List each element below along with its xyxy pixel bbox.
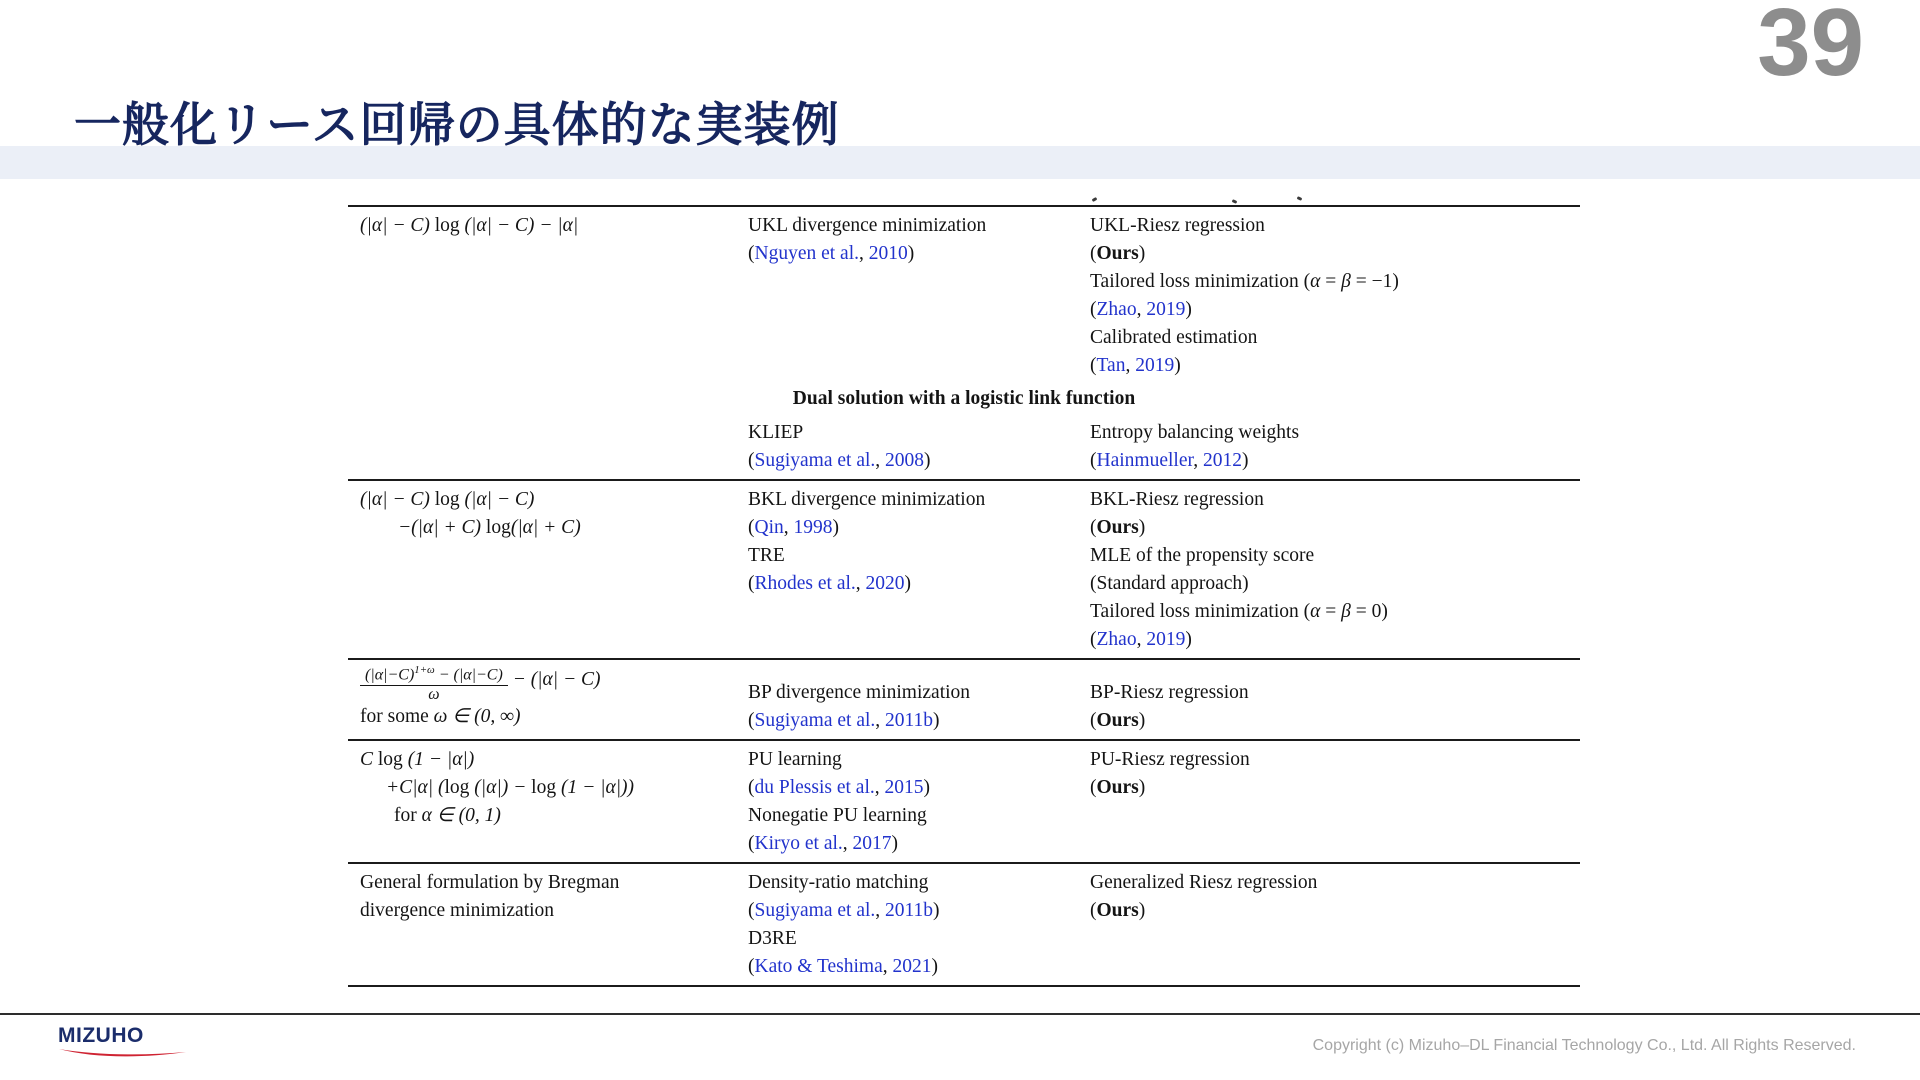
table-line xyxy=(748,774,1090,802)
table-line xyxy=(1090,598,1580,626)
table-line xyxy=(1090,774,1580,802)
citation-link[interactable]: Kiryo et al. xyxy=(754,833,843,854)
text-segment: ) xyxy=(933,710,940,731)
method-cell xyxy=(748,665,1090,735)
table-line xyxy=(748,707,1090,735)
table-line xyxy=(748,897,1090,925)
citation-link[interactable]: Sugiyama et al. xyxy=(754,450,876,471)
table-line xyxy=(1090,897,1580,925)
text-segment: Tailored loss minimization ( xyxy=(1090,601,1311,622)
table-row xyxy=(348,207,1580,384)
text-segment: BKL divergence minimization xyxy=(748,489,986,510)
citation-link[interactable]: du Plessis et al. xyxy=(754,777,875,798)
riesz-method-cell xyxy=(1090,486,1580,654)
citation-link[interactable]: Rhodes et al. xyxy=(754,573,856,594)
text-segment: MLE of the propensity score xyxy=(1090,545,1315,566)
text-segment: ( xyxy=(1090,629,1097,650)
text-segment: ( xyxy=(1090,243,1097,264)
table-line xyxy=(386,774,748,802)
text-segment: ( xyxy=(1090,450,1097,471)
text-segment: UKL-Riesz regression xyxy=(1090,215,1265,236)
text-segment: ( xyxy=(748,450,755,471)
text-segment: ( xyxy=(748,517,755,538)
text-segment: PU-Riesz regression xyxy=(1090,749,1250,770)
mizuho-logo-swoosh-icon xyxy=(58,1046,188,1059)
table-line xyxy=(1090,679,1580,707)
citation-link[interactable]: Nguyen et al. xyxy=(754,243,860,264)
text-segment: BP-Riesz regression xyxy=(1090,682,1249,703)
riesz-method-cell xyxy=(1090,746,1580,858)
formula-cell xyxy=(348,419,748,475)
table-line xyxy=(360,897,748,925)
table-line xyxy=(394,802,748,830)
cropped-text-artifact xyxy=(1092,197,1098,202)
text-segment: , xyxy=(874,777,885,798)
text-segment: log xyxy=(434,489,460,510)
fraction-exponent: 1+ω xyxy=(414,664,435,676)
text-segment: , xyxy=(855,573,866,594)
method-cell xyxy=(748,419,1090,475)
text-segment: KLIEP xyxy=(748,422,804,443)
table-banner-dual-solution: Dual solution with a logistic link function xyxy=(792,388,1136,409)
table-line xyxy=(748,570,1090,598)
text-segment: log xyxy=(444,777,470,798)
text-segment: , xyxy=(859,243,869,264)
citation-link[interactable]: Sugiyama et al. xyxy=(754,900,876,921)
text-segment: = xyxy=(1320,271,1342,292)
text-segment: (|α| − C) xyxy=(360,489,435,510)
table-line xyxy=(1090,869,1580,897)
table-line xyxy=(748,514,1090,542)
table-line xyxy=(1090,324,1580,352)
text-segment: Tailored loss minimization ( xyxy=(1090,271,1311,292)
text-segment: ( xyxy=(748,833,755,854)
text-segment: General formulation by Bregman xyxy=(360,872,620,893)
text-segment: ) xyxy=(1138,777,1146,798)
text-segment: (Standard approach) xyxy=(1090,573,1249,594)
formula-cell xyxy=(348,212,748,380)
text-segment: ) xyxy=(1174,355,1181,376)
table-line xyxy=(748,419,1090,447)
text-segment: ) xyxy=(1138,900,1146,921)
text-segment: Ours xyxy=(1096,243,1139,264)
text-segment: Ours xyxy=(1096,777,1139,798)
text-segment: Entropy balancing weights xyxy=(1090,422,1300,443)
page-number: 39 xyxy=(1757,0,1864,96)
method-cell xyxy=(748,212,1090,380)
text-segment: α ∈ (0, 1) xyxy=(421,805,501,826)
text-segment: ) xyxy=(931,956,939,977)
table-line xyxy=(748,240,1090,268)
table-line xyxy=(1090,707,1580,735)
cropped-text-artifact xyxy=(1232,199,1238,204)
mizuho-logo xyxy=(58,1026,188,1064)
citation-link[interactable]: 2019 xyxy=(1146,629,1186,650)
table-line xyxy=(1090,542,1580,570)
text-segment: − (|α|−C) xyxy=(434,666,503,684)
formula-cell xyxy=(348,486,748,654)
text-segment: −(|α| + C) xyxy=(398,517,486,538)
text-segment: (1 − |α|)) xyxy=(556,777,635,798)
text-segment: ) xyxy=(1241,450,1249,471)
table-line xyxy=(360,665,748,703)
table-row xyxy=(348,414,1580,479)
citation-link[interactable]: Kato & Teshima xyxy=(754,956,883,977)
text-segment: ( xyxy=(748,900,755,921)
text-segment: = 0) xyxy=(1350,601,1388,622)
text-segment: ) xyxy=(904,573,912,594)
footer-divider xyxy=(0,1013,1920,1015)
text-segment: ( xyxy=(748,956,755,977)
text-segment: (|α| − C) xyxy=(459,489,535,510)
citation-link[interactable]: Qin xyxy=(754,517,784,538)
citation-link[interactable]: 2020 xyxy=(865,573,905,594)
text-segment: ( xyxy=(1090,777,1097,798)
table-line xyxy=(748,542,1090,570)
table-line xyxy=(748,802,1090,830)
text-segment: +C|α| ( xyxy=(386,777,445,798)
text-segment: ) xyxy=(1185,299,1192,320)
table-line xyxy=(1090,296,1580,324)
citation-link[interactable]: 2021 xyxy=(892,956,932,977)
text-segment: ( xyxy=(748,777,755,798)
table-line xyxy=(360,212,748,240)
text-segment: ) xyxy=(907,243,915,264)
text-segment: Ours xyxy=(1096,710,1139,731)
riesz-method-cell xyxy=(1090,869,1580,981)
text-segment: = −1) xyxy=(1350,271,1399,292)
method-cell xyxy=(748,746,1090,858)
text-segment: ) xyxy=(832,517,839,538)
table-row xyxy=(348,741,1580,862)
table-row xyxy=(348,660,1580,739)
table-line xyxy=(748,679,1090,707)
citation-link[interactable]: 1998 xyxy=(793,517,833,538)
text-segment: α xyxy=(1310,271,1321,292)
text-segment: for xyxy=(394,805,422,826)
text-segment: Calibrated estimation xyxy=(1090,327,1258,348)
citation-link[interactable]: Zhao xyxy=(1096,299,1137,320)
text-segment: ) xyxy=(1138,710,1146,731)
table-line xyxy=(360,703,748,731)
text-segment: , xyxy=(1125,355,1136,376)
slide-title: 一般化リース回帰の具体的な実装例 xyxy=(74,98,840,151)
method-cell xyxy=(748,869,1090,981)
text-segment: log xyxy=(485,517,511,538)
text-segment: log xyxy=(377,749,403,770)
text-segment: for some xyxy=(360,706,434,728)
riesz-method-cell xyxy=(1090,419,1580,475)
table-line xyxy=(360,746,748,774)
text-segment: Ours xyxy=(1096,517,1139,538)
formula-cell xyxy=(348,869,748,981)
citation-link[interactable]: Sugiyama et al. xyxy=(754,710,876,731)
table-line xyxy=(748,212,1090,240)
text-segment: divergence minimization xyxy=(360,900,555,921)
fraction-numerator xyxy=(360,665,508,685)
text-segment: β xyxy=(1341,271,1351,292)
method-cell xyxy=(748,486,1090,654)
text-segment: , xyxy=(882,956,893,977)
text-segment: , xyxy=(783,517,794,538)
table-line xyxy=(398,514,748,542)
citation-link[interactable]: 2008 xyxy=(885,450,925,471)
table-line xyxy=(1090,486,1580,514)
table-line xyxy=(1090,212,1580,240)
text-segment: ( xyxy=(748,243,755,264)
table-line xyxy=(360,486,748,514)
citation-link[interactable]: 2019 xyxy=(1135,355,1175,376)
text-segment: (|α|−C) xyxy=(365,666,415,684)
text-segment: TRE xyxy=(748,545,785,566)
text-segment: (|α|) − xyxy=(469,777,532,798)
copyright-text: Copyright (c) Mizuho–DL Financial Technology Co., Ltd. All Rights Reserved. xyxy=(1312,1037,1856,1054)
text-segment: ( xyxy=(1090,299,1097,320)
table-line xyxy=(748,447,1090,475)
citation-link[interactable]: 2011b xyxy=(885,710,934,731)
citation-link[interactable]: Zhao xyxy=(1096,629,1137,650)
citation-link[interactable]: 2019 xyxy=(1146,299,1186,320)
text-segment: log xyxy=(434,215,460,236)
text-segment: C xyxy=(360,749,378,770)
text-segment: ) xyxy=(1185,629,1192,650)
citation-link[interactable]: Hainmueller xyxy=(1096,450,1194,471)
text-segment: BP divergence minimization xyxy=(748,682,971,703)
text-segment: ( xyxy=(1090,710,1097,731)
text-segment: ) xyxy=(1138,243,1146,264)
fraction-denominator: ω xyxy=(360,685,508,704)
mizuho-logo-text: MIZUHO xyxy=(58,1024,144,1047)
text-segment: Nonegatie PU learning xyxy=(748,805,927,826)
text-segment: (|α| + C) xyxy=(510,517,581,538)
table-line xyxy=(748,869,1090,897)
text-segment: D3RE xyxy=(748,928,797,949)
text-segment: (|α| − C) xyxy=(360,215,435,236)
text-segment: log xyxy=(531,777,557,798)
table-line xyxy=(1090,240,1580,268)
text-segment: (|α| − C) − |α| xyxy=(459,215,579,236)
table-line xyxy=(1090,570,1580,598)
text-segment: PU learning xyxy=(748,749,842,770)
citation-link[interactable]: Tan xyxy=(1096,355,1126,376)
table-line xyxy=(1090,746,1580,774)
table-line xyxy=(748,925,1090,953)
text-segment: − (|α| − C) xyxy=(507,668,601,690)
table-row xyxy=(348,481,1580,658)
text-segment: ) xyxy=(1138,517,1146,538)
table-rule xyxy=(348,985,1580,987)
table-line xyxy=(360,869,748,897)
formula-cell xyxy=(348,746,748,858)
table-line xyxy=(748,953,1090,981)
text-segment: Generalized Riesz regression xyxy=(1090,872,1318,893)
citation-link[interactable]: 2012 xyxy=(1202,450,1242,471)
text-segment: ( xyxy=(748,573,755,594)
text-segment: , xyxy=(875,710,886,731)
table-line xyxy=(748,486,1090,514)
citation-link[interactable]: 2017 xyxy=(852,833,892,854)
text-segment: UKL divergence minimization xyxy=(748,215,987,236)
methods-comparison-table xyxy=(348,205,1580,987)
text-segment: Density-ratio matching xyxy=(748,872,929,893)
citation-link[interactable]: 2015 xyxy=(884,777,924,798)
text-segment: β xyxy=(1341,601,1351,622)
table-line xyxy=(748,746,1090,774)
text-segment: ) xyxy=(924,450,931,471)
text-segment: ) xyxy=(891,833,899,854)
text-segment: ( xyxy=(1090,900,1097,921)
riesz-method-cell xyxy=(1090,665,1580,735)
text-segment: ( xyxy=(1090,355,1097,376)
riesz-method-cell xyxy=(1090,212,1580,380)
citation-link[interactable]: 2010 xyxy=(868,243,908,264)
cropped-text-artifact xyxy=(1297,196,1303,201)
formula-cell xyxy=(348,665,748,735)
table-line xyxy=(1090,352,1580,380)
table-line xyxy=(1090,268,1580,296)
text-segment: , xyxy=(1193,450,1203,471)
text-segment: ω ∈ (0, ∞) xyxy=(433,706,521,728)
text-segment: , xyxy=(842,833,853,854)
text-segment: Ours xyxy=(1096,900,1139,921)
text-segment: (1 − |α|) xyxy=(402,749,475,770)
fraction xyxy=(360,665,508,703)
text-segment: ) xyxy=(923,777,930,798)
text-segment: , xyxy=(1136,629,1147,650)
citation-link[interactable]: 2011b xyxy=(885,900,934,921)
table-line xyxy=(1090,514,1580,542)
text-segment: BKL-Riesz regression xyxy=(1090,489,1264,510)
table-line xyxy=(748,830,1090,858)
text-segment: ) xyxy=(933,900,940,921)
table-row xyxy=(348,864,1580,985)
table-line xyxy=(1090,626,1580,654)
text-segment: ( xyxy=(1090,517,1097,538)
text-segment: ( xyxy=(748,710,755,731)
table-line xyxy=(1090,447,1580,475)
text-segment: , xyxy=(1136,299,1147,320)
table-line xyxy=(1090,419,1580,447)
text-segment: α xyxy=(1310,601,1321,622)
text-segment: , xyxy=(875,900,886,921)
text-segment: = xyxy=(1320,601,1342,622)
text-segment: , xyxy=(875,450,886,471)
